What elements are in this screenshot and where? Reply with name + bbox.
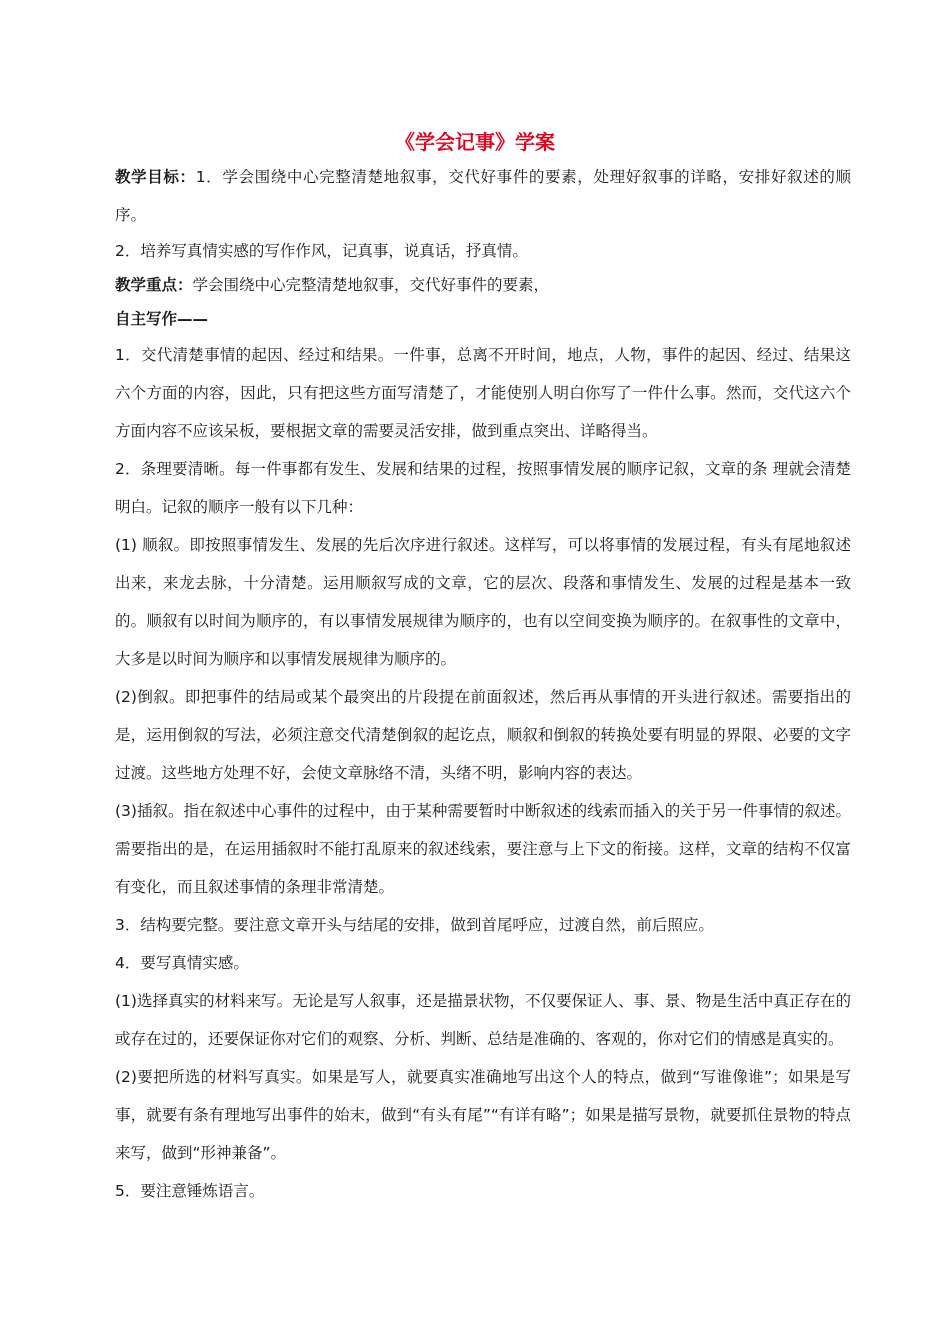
paragraph-point-2: 2．条理要清晰。每一件事都有发生、发展和结果的过程，按照事情发展的顺序记叙，文章的条 理就会清楚明白。记叙的顺序一般有以下几种： — [115, 460, 851, 516]
paragraph-interjection: (3)插叙。指在叙述中心事件的过程中，由于某种需要暂时中断叙述的线索而插入的关于另一件事情的叙述。需要指出的是，在运用插叙时不能打乱原来的叙述线索，要注意与上下文的衔接。这样，文章的结构不仅富有变化，而且叙述事情的条理非常清楚。 — [115, 802, 851, 896]
teaching-focus-text: 学会围绕中心完整清楚地叙事，交代好事件的要素， — [192, 276, 550, 294]
paragraph-real-material: (1)选择真实的材料来写。无论是写人叙事，还是描景状物，不仅要保证人、事、景、物是生活中真正存在的或存在过的，还要保证你对它们的观察、分析、判断、总结是准确的、客观的，你对它们的情感是真实的。 — [115, 992, 851, 1048]
paragraph-point-4: 4．要写真情实感。 — [115, 954, 249, 972]
paragraph-self-writing-heading — [115, 302, 851, 336]
self-writing-label: 自主写作—— — [115, 310, 209, 328]
document-body — [115, 158, 851, 1210]
paragraph-teaching-goals — [115, 158, 851, 234]
paragraph-point-3: 3．结构要完整。要注意文章开头与结尾的安排，做到首尾呼应，过渡自然，前后照应。 — [115, 916, 714, 934]
paragraph-teaching-focus — [115, 268, 851, 302]
paragraph-chronological: (1) 顺叙。即按照事情发生、发展的先后次序进行叙述。这样写，可以将事情的发展过程，有头有尾地叙述出来，来龙去脉，十分清楚。运用顺叙写成的文章，它的层次、段落和事情发生、发展的过程是基本一致的。顺叙有以时间为顺序的，有以事情发展规律为顺序的，也有以空间变换为顺序的。在叙事性的文章中，大多是以时间为顺序和以事情发展规律为顺序的。 — [115, 536, 851, 668]
paragraph-point-1: 1．交代清楚事情的起因、经过和结果。一件事，总离不开时间，地点，人物，事件的起因、经过、结果这六个方面的内容，因此，只有把这些方面写清楚了，才能使别人明白你写了一件什么事。然而，交代这六个方面内容不应该呆板，要根据文章的需要灵活安排，做到重点突出、详略得当。 — [115, 346, 851, 440]
paragraph-write-truthfully: (2)要把所选的材料写真实。如果是写人，就要真实准确地写出这个人的特点，做到“写谁像谁”；如果是写事，就要有条有理地写出事件的始末，做到“有头有尾”“有详有略”；如果是描写景物，就要抓住景物的特点来写，做到“形神兼备”。 — [115, 1068, 851, 1162]
document-title: 《学会记事》学案 — [395, 130, 555, 154]
teaching-focus-label: 教学重点： — [115, 276, 193, 294]
paragraph-goal-2: 2．培养写真情实感的写作作风，记真事，说真话，抒真情。 — [115, 242, 528, 260]
teaching-goals-text: 1．学会围绕中心完整清楚地叙事，交代好事件的要素，处理好叙事的详略，安排好叙述的顺序。 — [115, 168, 851, 224]
paragraph-point-5: 5．要注意锤炼语言。 — [115, 1182, 265, 1200]
teaching-goals-label: 教学目标： — [115, 168, 196, 186]
paragraph-flashback: (2)倒叙。即把事件的结局或某个最突出的片段提在前面叙述，然后再从事情的开头进行叙述。需要指出的是，运用倒叙的写法，必须注意交代清楚倒叙的起讫点，顺叙和倒叙的转换处要有明显的界限、必要的文字过渡。这些地方处理不好，会使文章脉络不清，头绪不明，影响内容的表达。 — [115, 688, 851, 782]
